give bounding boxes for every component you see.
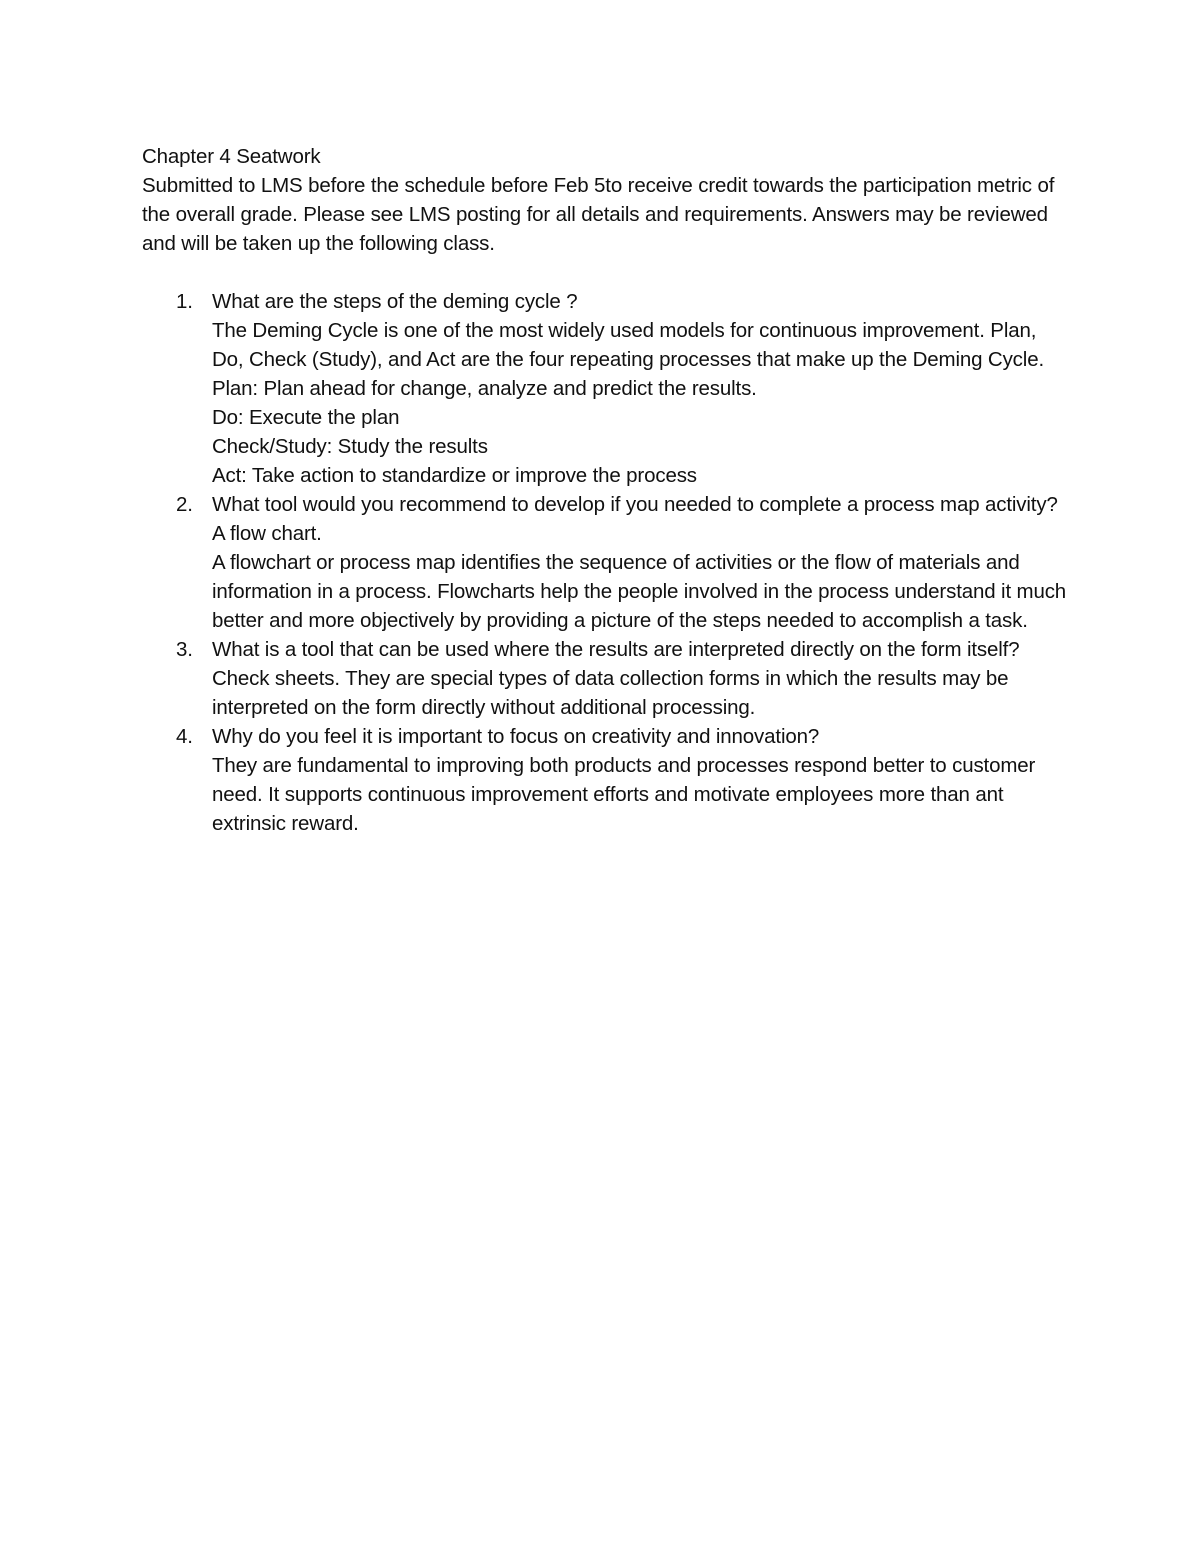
question-item-3: [142, 635, 1072, 722]
answer-line: Check/Study: Study the results: [212, 435, 488, 458]
question-text: What are the steps of the deming cycle ?: [212, 290, 578, 313]
question-number: 4.: [176, 725, 193, 748]
answer-line: Check sheets. They are special types of data collection forms in which the results may be interpreted on the form directly without additional processing.: [212, 667, 1009, 719]
document-title: Chapter 4 Seatwork: [142, 145, 321, 168]
question-item-2: [142, 490, 1072, 635]
intro-paragraph: Submitted to LMS before the schedule before Feb 5to receive credit towards the participation metric of the overall grade. Please see LMS posting for all details and requirements. Answers may be reviewed and will be taken up the following class.: [142, 174, 1055, 255]
answer-line: They are fundamental to improving both products and processes respond better to customer need. It supports continuous improvement efforts and motivate employees more than ant extrinsic reward.: [212, 754, 1036, 835]
answer-line: A flowchart or process map identifies the sequence of activities or the flow of materials and information in a process. Flowcharts help the people involved in the process understand it much better and more objectively by providing a picture of the steps needed to accomplish a task.: [212, 551, 1067, 632]
question-number: 2.: [176, 493, 193, 516]
answer-line: Act: Take action to standardize or improve the process: [212, 464, 697, 487]
document-body: [142, 142, 1072, 838]
question-item-4: [142, 722, 1072, 838]
answer-line: A flow chart.: [212, 522, 322, 545]
question-text: Why do you feel it is important to focus on creativity and innovation?: [212, 725, 820, 748]
answer-line: Plan: Plan ahead for change, analyze and predict the results.: [212, 377, 757, 400]
question-text: What is a tool that can be used where the results are interpreted directly on the form itself?: [212, 638, 1020, 661]
question-item-1: [142, 287, 1072, 490]
answer-line: Do: Execute the plan: [212, 406, 400, 429]
question-number: 3.: [176, 638, 193, 661]
answer-line: The Deming Cycle is one of the most widely used models for continuous improvement. Plan, Do, Check (Study), and Act are the four repeating processes that make up the Deming Cycle.: [212, 319, 1044, 371]
question-list: [142, 287, 1072, 838]
question-text: What tool would you recommend to develop if you needed to complete a process map activity?: [212, 493, 1058, 516]
question-number: 1.: [176, 290, 193, 313]
